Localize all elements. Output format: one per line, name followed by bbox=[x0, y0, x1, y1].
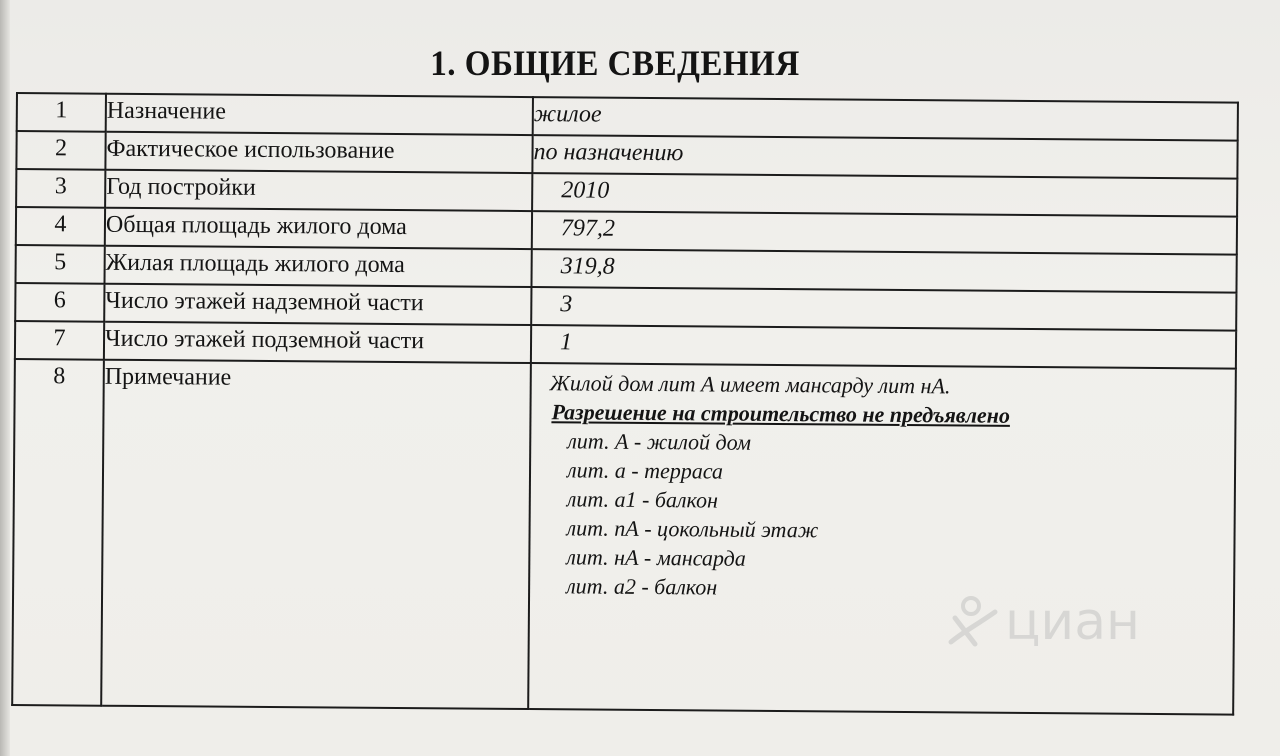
row-value: жилое bbox=[533, 97, 1238, 141]
row-number: 3 bbox=[16, 169, 105, 208]
row-label: Общая площадь жилого дома bbox=[105, 208, 532, 249]
lit-item: лит. нА - мансарда bbox=[566, 544, 746, 571]
row-number: 1 bbox=[17, 93, 106, 132]
row-number: 6 bbox=[15, 283, 104, 322]
row-value: 2010 bbox=[532, 173, 1237, 217]
row-label: Жилая площадь жилого дома bbox=[104, 246, 531, 287]
lit-item: лит. а - терраса bbox=[566, 457, 724, 484]
lit-item: лит. А - жилой дом bbox=[567, 428, 752, 455]
note-cell bbox=[528, 363, 1236, 715]
page-edge bbox=[0, 0, 10, 756]
row-label: Число этажей надземной части bbox=[104, 284, 531, 325]
row-value: 319,8 bbox=[531, 249, 1236, 293]
section-title: 1. ОБЩИЕ СВЕДЕНИЯ bbox=[430, 43, 800, 83]
table-row-note bbox=[12, 359, 1236, 715]
row-number: 4 bbox=[16, 207, 105, 246]
row-label: Примечание bbox=[101, 360, 531, 709]
watermark bbox=[945, 592, 1140, 652]
row-label: Назначение bbox=[106, 94, 533, 135]
row-number: 8 bbox=[12, 359, 104, 706]
row-value: по назначению bbox=[532, 135, 1237, 179]
watermark-text: циан bbox=[1005, 592, 1141, 652]
pin-icon bbox=[945, 592, 1001, 652]
row-label: Год постройки bbox=[105, 170, 532, 211]
lit-item: лит. а2 - балкон bbox=[566, 573, 718, 600]
lit-item: лит. пА - цокольный этаж bbox=[566, 515, 819, 543]
note-warning: Разрешение на строительство не предъявлено bbox=[551, 399, 1011, 428]
row-number: 5 bbox=[15, 245, 104, 284]
row-label: Число этажей подземной части bbox=[104, 322, 531, 363]
row-number: 7 bbox=[15, 321, 104, 360]
row-value: 797,2 bbox=[532, 211, 1237, 255]
note-intro: Жилой дом лит А имеет мансарду лит нА. bbox=[549, 370, 951, 399]
row-label: Фактическое использование bbox=[105, 132, 532, 173]
row-value: 1 bbox=[531, 325, 1236, 369]
lit-item: лит. а1 - балкон bbox=[566, 486, 719, 513]
row-number: 2 bbox=[16, 131, 105, 170]
row-value: 3 bbox=[531, 287, 1236, 331]
